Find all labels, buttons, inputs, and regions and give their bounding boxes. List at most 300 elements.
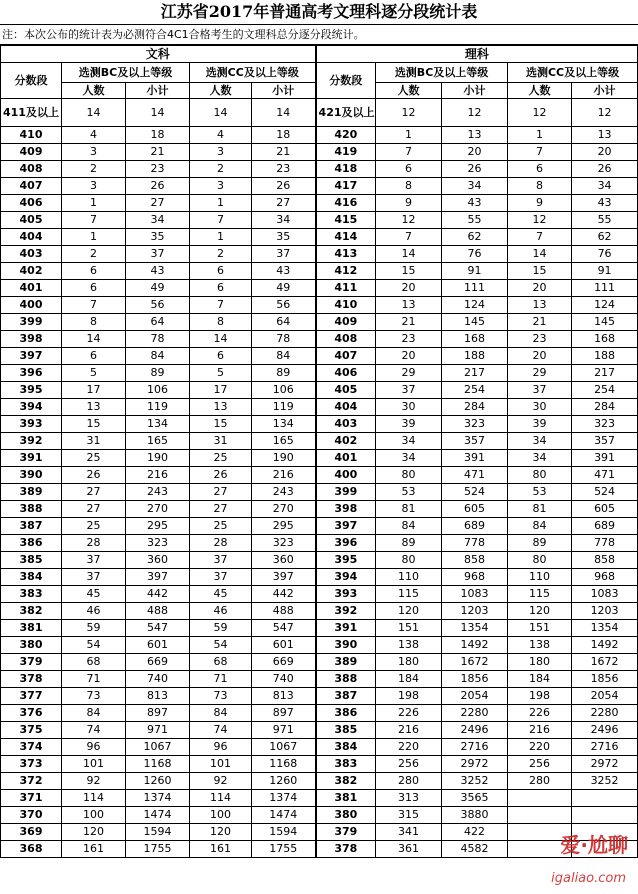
table-cell: 1594 — [252, 824, 316, 841]
table-cell: 3 — [190, 178, 252, 195]
table-cell: 45 — [190, 586, 252, 603]
table-cell: 7 — [508, 144, 572, 161]
table-cell: 397 — [316, 518, 376, 535]
table-cell: 396 — [316, 535, 376, 552]
table-cell: 3 — [62, 178, 126, 195]
table-cell: 601 — [126, 637, 190, 654]
table-cell: 394 — [316, 569, 376, 586]
table-cell: 418 — [316, 161, 376, 178]
table-cell: 9 — [508, 195, 572, 212]
table-cell: 375 — [1, 722, 62, 739]
table-row — [1, 297, 638, 314]
table-cell: 25 — [190, 518, 252, 535]
table-cell: 371 — [1, 790, 62, 807]
table-cell: 368 — [1, 841, 62, 858]
table-cell: 74 — [190, 722, 252, 739]
table-cell: 180 — [376, 654, 442, 671]
table-cell: 7 — [376, 144, 442, 161]
table-cell: 114 — [62, 790, 126, 807]
table-cell: 29 — [376, 365, 442, 382]
table-cell: 1374 — [126, 790, 190, 807]
table-cell: 669 — [126, 654, 190, 671]
table-cell: 547 — [126, 620, 190, 637]
table-cell: 119 — [126, 399, 190, 416]
table-cell: 284 — [572, 399, 638, 416]
table-cell: 7 — [190, 297, 252, 314]
table-row — [1, 688, 638, 705]
table-row — [1, 773, 638, 790]
table-cell: 6 — [190, 263, 252, 280]
table-cell: 101 — [190, 756, 252, 773]
table-cell: 14 — [190, 331, 252, 348]
table-row — [1, 484, 638, 501]
table-row — [1, 365, 638, 382]
table-cell: 393 — [316, 586, 376, 603]
table-cell: 256 — [376, 756, 442, 773]
bc-header: 选测BC及以上等级 — [376, 63, 508, 83]
table-cell: 383 — [316, 756, 376, 773]
table-cell: 357 — [572, 433, 638, 450]
table-cell: 3880 — [442, 807, 508, 824]
table-cell: 134 — [126, 416, 190, 433]
cc-header: 选测CC及以上等级 — [190, 63, 316, 83]
table-cell: 524 — [572, 484, 638, 501]
table-cell: 400 — [1, 297, 62, 314]
table-cell: 407 — [316, 348, 376, 365]
table-cell: 34 — [126, 212, 190, 229]
table-cell: 64 — [126, 314, 190, 331]
segment-header: 分数段 — [1, 63, 62, 99]
table-cell: 49 — [126, 280, 190, 297]
table-cell: 8 — [190, 314, 252, 331]
table-cell: 23 — [376, 331, 442, 348]
table-cell: 120 — [190, 824, 252, 841]
table-cell: 2054 — [442, 688, 508, 705]
table-cell: 23 — [252, 161, 316, 178]
table-cell: 1067 — [126, 739, 190, 756]
table-cell: 74 — [62, 722, 126, 739]
table-cell: 280 — [376, 773, 442, 790]
table-cell: 13 — [508, 297, 572, 314]
table-cell: 15 — [62, 416, 126, 433]
table-cell: 35 — [126, 229, 190, 246]
table-cell: 689 — [442, 518, 508, 535]
table-cell — [572, 790, 638, 807]
table-cell: 100 — [190, 807, 252, 824]
table-cell: 59 — [190, 620, 252, 637]
table-cell: 1755 — [252, 841, 316, 858]
table-cell: 96 — [190, 739, 252, 756]
table-cell: 6 — [376, 161, 442, 178]
table-cell: 216 — [252, 467, 316, 484]
table-cell: 7 — [376, 229, 442, 246]
table-cell: 91 — [572, 263, 638, 280]
table-cell: 813 — [252, 688, 316, 705]
table-cell: 669 — [252, 654, 316, 671]
table-cell: 1168 — [252, 756, 316, 773]
table-cell: 27 — [126, 195, 190, 212]
table-cell: 81 — [508, 501, 572, 518]
table-cell: 37 — [62, 569, 126, 586]
table-cell — [508, 790, 572, 807]
table-cell: 2280 — [572, 705, 638, 722]
table-cell: 740 — [252, 671, 316, 688]
table-cell: 402 — [316, 433, 376, 450]
table-cell: 110 — [508, 569, 572, 586]
table-cell: 1856 — [572, 671, 638, 688]
table-row — [1, 382, 638, 399]
table-row — [1, 671, 638, 688]
table-cell: 405 — [1, 212, 62, 229]
table-cell: 601 — [252, 637, 316, 654]
table-cell: 395 — [1, 382, 62, 399]
table-cell: 89 — [376, 535, 442, 552]
table-row — [1, 518, 638, 535]
table-cell: 2716 — [572, 739, 638, 756]
table-cell: 386 — [316, 705, 376, 722]
table-cell: 7 — [190, 212, 252, 229]
table-cell: 3252 — [572, 773, 638, 790]
table-cell: 380 — [316, 807, 376, 824]
table-cell: 5 — [62, 365, 126, 382]
table-cell: 27 — [62, 501, 126, 518]
table-cell: 392 — [1, 433, 62, 450]
table-cell: 270 — [126, 501, 190, 518]
table-cell: 64 — [252, 314, 316, 331]
table-cell: 1354 — [572, 620, 638, 637]
table-cell: 25 — [62, 518, 126, 535]
table-cell: 1672 — [572, 654, 638, 671]
table-cell: 190 — [126, 450, 190, 467]
table-cell: 34 — [376, 433, 442, 450]
table-cell: 407 — [1, 178, 62, 195]
table-cell: 390 — [1, 467, 62, 484]
table-cell: 226 — [376, 705, 442, 722]
table-cell: 78 — [252, 331, 316, 348]
table-cell: 605 — [572, 501, 638, 518]
table-cell: 115 — [508, 586, 572, 603]
table-cell: 403 — [316, 416, 376, 433]
table-cell: 13 — [376, 297, 442, 314]
table-cell: 382 — [1, 603, 62, 620]
table-cell: 361 — [376, 841, 442, 858]
table-cell: 56 — [126, 297, 190, 314]
table-cell: 14 — [190, 99, 252, 127]
table-cell: 411 — [316, 280, 376, 297]
table-cell: 1354 — [442, 620, 508, 637]
table-row — [1, 246, 638, 263]
table-cell: 7 — [62, 297, 126, 314]
table-cell: 165 — [252, 433, 316, 450]
watermark-url: igaliao.com — [551, 871, 626, 886]
table-cell: 78 — [126, 331, 190, 348]
table-cell: 161 — [62, 841, 126, 858]
table-cell: 84 — [62, 705, 126, 722]
table-cell: 402 — [1, 263, 62, 280]
table-row — [1, 263, 638, 280]
table-cell: 101 — [62, 756, 126, 773]
table-cell: 813 — [126, 688, 190, 705]
table-cell: 376 — [1, 705, 62, 722]
table-cell: 388 — [1, 501, 62, 518]
table-cell: 29 — [508, 365, 572, 382]
table-row — [1, 586, 638, 603]
table-cell: 89 — [508, 535, 572, 552]
table-cell: 6 — [62, 280, 126, 297]
table-cell: 420 — [316, 127, 376, 144]
table-cell: 1755 — [126, 841, 190, 858]
table-cell: 1594 — [126, 824, 190, 841]
table-cell: 21 — [252, 144, 316, 161]
table-cell: 442 — [252, 586, 316, 603]
table-cell: 413 — [316, 246, 376, 263]
table-cell: 2 — [190, 161, 252, 178]
table-cell: 14 — [126, 99, 190, 127]
table-row — [1, 144, 638, 161]
table-cell: 168 — [572, 331, 638, 348]
wenke-header: 文科 — [1, 46, 316, 63]
table-cell: 1374 — [252, 790, 316, 807]
table-cell: 145 — [572, 314, 638, 331]
table-cell: 323 — [572, 416, 638, 433]
table-cell: 84 — [376, 518, 442, 535]
table-cell: 323 — [252, 535, 316, 552]
table-cell: 111 — [442, 280, 508, 297]
table-cell: 31 — [62, 433, 126, 450]
table-cell: 1 — [62, 229, 126, 246]
table-cell: 89 — [252, 365, 316, 382]
table-cell: 1672 — [442, 654, 508, 671]
table-cell: 6 — [190, 348, 252, 365]
table-cell: 417 — [316, 178, 376, 195]
table-cell: 6 — [62, 263, 126, 280]
table-cell: 1067 — [252, 739, 316, 756]
table-cell: 91 — [442, 263, 508, 280]
table-cell: 403 — [1, 246, 62, 263]
table-cell: 1492 — [442, 637, 508, 654]
table-cell: 23 — [508, 331, 572, 348]
table-cell: 1260 — [252, 773, 316, 790]
table-cell: 80 — [508, 467, 572, 484]
table-cell: 387 — [1, 518, 62, 535]
table-cell: 488 — [126, 603, 190, 620]
table-cell: 37 — [190, 569, 252, 586]
table-cell: 46 — [62, 603, 126, 620]
table-cell: 421及以上 — [316, 99, 376, 127]
table-cell: 12 — [508, 212, 572, 229]
table-cell: 120 — [62, 824, 126, 841]
table-cell: 243 — [252, 484, 316, 501]
table-cell: 106 — [252, 382, 316, 399]
table-row — [1, 212, 638, 229]
table-cell: 740 — [126, 671, 190, 688]
table-cell: 409 — [1, 144, 62, 161]
table-cell: 391 — [316, 620, 376, 637]
table-row — [1, 705, 638, 722]
table-cell: 120 — [376, 603, 442, 620]
table-cell: 13 — [62, 399, 126, 416]
page-title: 江苏省2017年普通高考文理科逐分段统计表 — [0, 0, 638, 25]
table-cell: 53 — [508, 484, 572, 501]
table-cell: 385 — [316, 722, 376, 739]
table-cell: 68 — [190, 654, 252, 671]
table-cell: 394 — [1, 399, 62, 416]
table-cell: 1856 — [442, 671, 508, 688]
table-cell: 442 — [126, 586, 190, 603]
table-cell: 897 — [126, 705, 190, 722]
table-cell: 62 — [572, 229, 638, 246]
table-cell: 31 — [190, 433, 252, 450]
table-cell: 34 — [508, 450, 572, 467]
table-cell: 73 — [62, 688, 126, 705]
table-row — [1, 450, 638, 467]
table-cell: 1 — [190, 229, 252, 246]
table-row — [1, 739, 638, 756]
table-row — [1, 416, 638, 433]
table-cell: 1203 — [572, 603, 638, 620]
subtotal-header: 小计 — [126, 83, 190, 99]
table-cell: 398 — [316, 501, 376, 518]
table-cell — [572, 807, 638, 824]
table-row — [1, 569, 638, 586]
table-cell: 295 — [252, 518, 316, 535]
score-table — [0, 45, 638, 858]
table-cell: 14 — [508, 246, 572, 263]
table-cell: 37 — [252, 246, 316, 263]
table-cell: 43 — [252, 263, 316, 280]
table-cell: 6 — [508, 161, 572, 178]
table-cell: 410 — [1, 127, 62, 144]
watermark-logo — [516, 830, 634, 892]
table-row — [1, 501, 638, 518]
table-cell: 397 — [1, 348, 62, 365]
table-row — [1, 756, 638, 773]
table-cell: 393 — [1, 416, 62, 433]
table-cell: 15 — [376, 263, 442, 280]
table-cell: 62 — [442, 229, 508, 246]
table-row — [1, 161, 638, 178]
table-cell: 2 — [62, 161, 126, 178]
table-cell: 382 — [316, 773, 376, 790]
table-cell: 12 — [442, 99, 508, 127]
count-header: 人数 — [376, 83, 442, 99]
table-row — [1, 467, 638, 484]
table-cell: 18 — [126, 127, 190, 144]
table-cell: 341 — [376, 824, 442, 841]
table-cell: 145 — [442, 314, 508, 331]
table-cell: 39 — [508, 416, 572, 433]
table-cell: 96 — [62, 739, 126, 756]
table-cell: 404 — [316, 399, 376, 416]
table-cell: 106 — [126, 382, 190, 399]
table-cell: 689 — [572, 518, 638, 535]
table-cell: 114 — [190, 790, 252, 807]
table-cell: 124 — [572, 297, 638, 314]
subtotal-header: 小计 — [442, 83, 508, 99]
table-cell: 389 — [316, 654, 376, 671]
table-cell: 81 — [376, 501, 442, 518]
table-cell: 220 — [508, 739, 572, 756]
table-cell: 270 — [252, 501, 316, 518]
table-cell: 369 — [1, 824, 62, 841]
table-cell: 8 — [508, 178, 572, 195]
watermark-text: 爱·尬聊 — [560, 833, 628, 857]
table-cell: 256 — [508, 756, 572, 773]
table-cell: 4 — [190, 127, 252, 144]
table-cell: 387 — [316, 688, 376, 705]
table-cell: 379 — [1, 654, 62, 671]
table-cell: 226 — [508, 705, 572, 722]
table-row — [1, 280, 638, 297]
bc-header: 选测BC及以上等级 — [62, 63, 190, 83]
table-cell: 254 — [572, 382, 638, 399]
table-cell: 778 — [442, 535, 508, 552]
table-cell: 20 — [376, 280, 442, 297]
table-cell: 1474 — [126, 807, 190, 824]
table-cell: 254 — [442, 382, 508, 399]
table-cell: 411及以上 — [1, 99, 62, 127]
table-cell: 34 — [572, 178, 638, 195]
table-cell: 547 — [252, 620, 316, 637]
table-cell: 54 — [190, 637, 252, 654]
table-cell: 409 — [316, 314, 376, 331]
table-cell: 27 — [190, 501, 252, 518]
table-cell: 2054 — [572, 688, 638, 705]
table-cell — [508, 807, 572, 824]
table-cell: 405 — [316, 382, 376, 399]
table-cell: 401 — [316, 450, 376, 467]
table-cell: 406 — [1, 195, 62, 212]
table-cell: 412 — [316, 263, 376, 280]
table-cell: 419 — [316, 144, 376, 161]
table-cell: 76 — [442, 246, 508, 263]
subtotal-header: 小计 — [572, 83, 638, 99]
table-cell: 165 — [126, 433, 190, 450]
table-cell: 360 — [126, 552, 190, 569]
table-cell: 1 — [62, 195, 126, 212]
table-cell: 378 — [1, 671, 62, 688]
table-row — [1, 807, 638, 824]
table-cell: 25 — [190, 450, 252, 467]
table-cell: 216 — [508, 722, 572, 739]
segment-header: 分数段 — [316, 63, 376, 99]
table-cell: 12 — [376, 212, 442, 229]
table-cell: 20 — [376, 348, 442, 365]
table-cell: 12 — [572, 99, 638, 127]
table-cell: 1 — [190, 195, 252, 212]
table-cell: 180 — [508, 654, 572, 671]
table-cell: 92 — [190, 773, 252, 790]
table-cell: 30 — [376, 399, 442, 416]
table-cell: 20 — [508, 280, 572, 297]
table-cell: 968 — [572, 569, 638, 586]
table-cell: 92 — [62, 773, 126, 790]
table-cell: 395 — [316, 552, 376, 569]
table-cell: 1 — [508, 127, 572, 144]
table-cell: 220 — [376, 739, 442, 756]
table-cell: 100 — [62, 807, 126, 824]
table-cell: 37 — [62, 552, 126, 569]
table-cell: 198 — [508, 688, 572, 705]
table-cell: 1 — [376, 127, 442, 144]
table-cell: 151 — [508, 620, 572, 637]
table-cell: 391 — [1, 450, 62, 467]
table-cell: 384 — [1, 569, 62, 586]
table-cell: 20 — [572, 144, 638, 161]
table-cell: 6 — [62, 348, 126, 365]
table-cell: 188 — [442, 348, 508, 365]
table-cell: 397 — [126, 569, 190, 586]
